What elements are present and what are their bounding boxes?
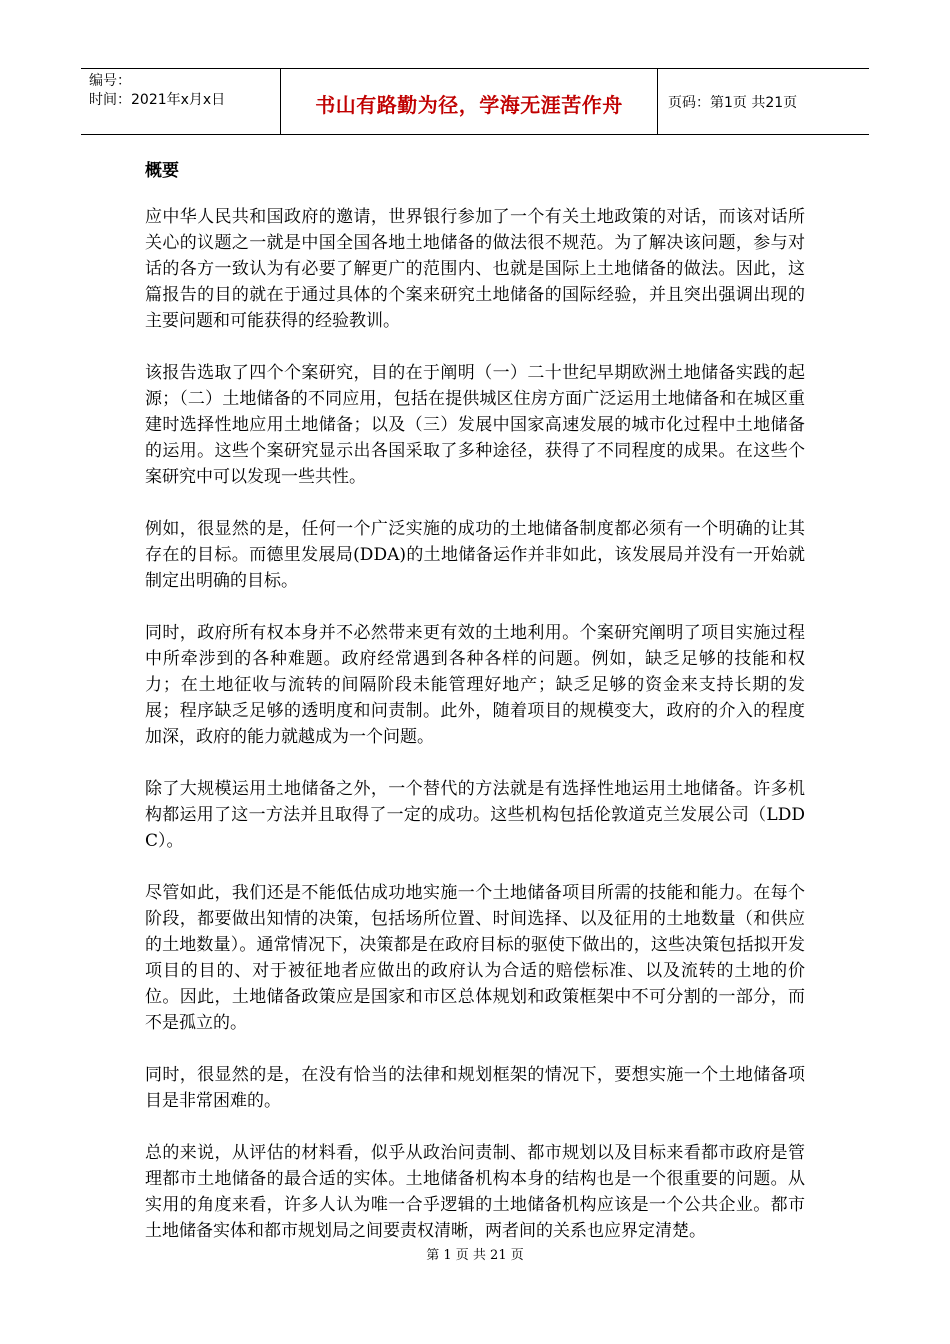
header-page-info: 页码：第1页 共21页 — [668, 94, 798, 111]
section-title: 概要 — [145, 161, 179, 181]
document-body — [145, 158, 805, 1270]
page-footer — [0, 1244, 950, 1263]
header-page-cell — [658, 69, 869, 134]
document-number-label: 编号： — [89, 73, 131, 89]
header-meta-cell — [81, 69, 281, 134]
document-date-label: 时间：2021年x月x日 — [89, 92, 226, 108]
paragraph: 该报告选取了四个个案研究，目的在于阐明（一）二十世纪早期欧洲土地储备实践的起源；（二）土地储备的不同应用，包括在提供城区住房方面广泛运用土地储备和在城区重建时选择性地应用土地储备；以及（三）发展中国家高速发展的城市化过程中土地储备的运用。这些个案研究显示出各国采取了多种途径，获得了不同程度的成果。在这些个案研究中可以发现一些共性。 — [145, 363, 805, 487]
paragraph: 总的来说，从评估的材料看，似乎从政治问责制、都市规划以及目标来看都市政府是管理都市土地储备的最合适的实体。土地储备机构本身的结构也是一个很重要的问题。从实用的角度来看，许多人认为唯一合乎逻辑的土地储备机构应该是一个公共企业。都市土地储备实体和都市规划局之间要责权清晰，两者间的关系也应界定清楚。 — [145, 1143, 805, 1241]
header-motto-cell — [281, 69, 658, 134]
footer-page-number: 第 1 页 共 21 页 — [426, 1248, 524, 1263]
paragraph: 尽管如此，我们还是不能低估成功地实施一个土地储备项目所需的技能和能力。在每个阶段，都要做出知情的决策，包括场所位置、时间选择、以及征用的土地数量（和供应的土地数量）。通常情况下，决策都是在政府目标的驱使下做出的，这些决策包括拟开发项目的目的、对于被征地者应做出的政府认为合适的赔偿标准、以及流转的土地的价位。因此，土地储备政策应是国家和市区总体规划和政策框架中不可分割的一部分，而不是孤立的。 — [145, 883, 805, 1033]
paragraph: 同时，政府所有权本身并不必然带来更有效的土地利用。个案研究阐明了项目实施过程中所牵涉到的各种难题。政府经常遇到各种各样的问题。例如，缺乏足够的技能和权力；在土地征收与流转的间隔阶段未能管理好地产；缺乏足够的资金来支持长期的发展；程序缺乏足够的透明度和问责制。此外，随着项目的规模变大，政府的介入的程度加深，政府的能力就越成为一个问题。 — [145, 623, 805, 747]
paragraph: 同时，很显然的是，在没有恰当的法律和规划框架的情况下，要想实施一个土地储备项目是非常困难的。 — [145, 1065, 805, 1111]
header-motto: 书山有路勤为径，学海无涯苦作舟 — [315, 93, 623, 117]
paragraph: 除了大规模运用土地储备之外，一个替代的方法就是有选择性地运用土地储备。许多机构都运用了这一方法并且取得了一定的成功。这些机构包括伦敦道克兰发展公司（LDDC）。 — [145, 779, 805, 851]
header-table — [81, 68, 869, 135]
paragraph: 例如，很显然的是，任何一个广泛实施的成功的土地储备制度都必须有一个明确的让其存在的目标。而德里发展局(DDA)的土地储备运作并非如此，该发展局并没有一开始就制定出明确的目标。 — [145, 519, 805, 591]
paragraph: 应中华人民共和国政府的邀请，世界银行参加了一个有关土地政策的对话，而该对话所关心的议题之一就是中国全国各地土地储备的做法很不规范。为了解决该问题，参与对话的各方一致认为有必要了解更广的范围内、也就是国际上土地储备的做法。因此，这篇报告的目的就在于通过具体的个案来研究土地储备的国际经验，并且突出强调出现的主要问题和可能获得的经验教训。 — [145, 207, 805, 331]
